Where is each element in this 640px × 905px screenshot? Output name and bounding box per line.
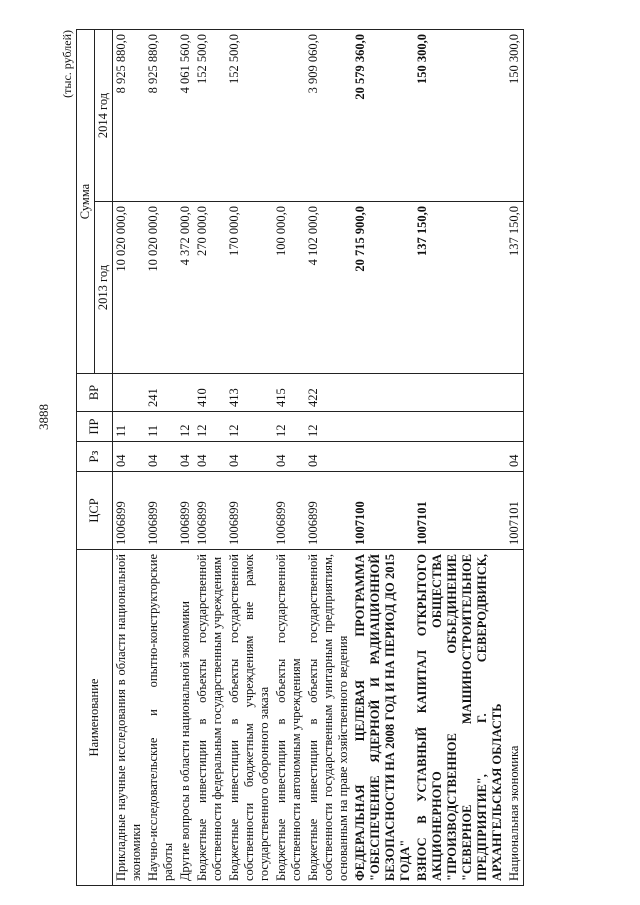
cell-y2014 bbox=[273, 30, 305, 202]
cell-vr: 241 bbox=[145, 374, 177, 412]
cell-rz bbox=[414, 442, 506, 472]
cell-csr: 1007101 bbox=[506, 472, 524, 550]
cell-csr: 1006899 bbox=[226, 472, 273, 550]
cell-vr bbox=[506, 374, 524, 412]
cell-vr: 422 bbox=[305, 374, 352, 412]
cell-name: Бюджетные инвестиции в объекты государственной собственности федеральным государственным учреждениям bbox=[194, 550, 226, 886]
header-2014: 2014 год bbox=[95, 30, 113, 202]
cell-name: ФЕДЕРАЛЬНАЯ ЦЕЛЕВАЯ ПРОГРАММА "ОБЕСПЕЧЕНИЕ ЯДЕРНОЙ И РАДИАЦИОННОЙ БЕЗОПАСНОСТИ НА 2008 ГОД И НА ПЕРИОД ДО 2015 ГОДА" bbox=[352, 550, 414, 886]
cell-pr: 11 bbox=[145, 412, 177, 442]
table-row bbox=[506, 30, 524, 886]
cell-name: Бюджетные инвестиции в объекты государственной собственности государственным унитарным предприятиям, основанным на праве хозяйственного ведения bbox=[305, 550, 352, 886]
table-body bbox=[113, 30, 524, 886]
cell-csr: 1006899 bbox=[305, 472, 352, 550]
cell-y2014: 20 579 360,0 bbox=[352, 30, 414, 202]
rotated-page bbox=[60, 30, 560, 886]
cell-y2013: 20 715 900,0 bbox=[352, 202, 414, 374]
cell-csr: 1007100 bbox=[352, 472, 414, 550]
page-number: 3888 bbox=[36, 404, 51, 430]
cell-pr: 12 bbox=[226, 412, 273, 442]
cell-name: Национальная экономика bbox=[506, 550, 524, 886]
cell-rz: 04 bbox=[305, 442, 352, 472]
cell-y2013: 10 020 000,0 bbox=[113, 202, 146, 374]
cell-vr bbox=[177, 374, 194, 412]
table-row bbox=[113, 30, 146, 886]
cell-y2014: 152 500,0 bbox=[194, 30, 226, 202]
cell-y2013: 100 000,0 bbox=[273, 202, 305, 374]
header-pr: ПР bbox=[77, 412, 113, 442]
cell-name: Бюджетные инвестиции в объекты государственной собственности бюджетным учреждениям вне рамок государственного оборонного заказа bbox=[226, 550, 273, 886]
cell-name: Научно-исследовательские и опытно-конструкторские работы bbox=[145, 550, 177, 886]
cell-vr: 413 bbox=[226, 374, 273, 412]
cell-name: ВЗНОС В УСТАВНЫЙ КАПИТАЛ ОТКРЫТОГО АКЦИОНЕРНОГО ОБЩЕСТВА "ПРОИЗВОДСТВЕННОЕ ОБЪЕДИНЕНИЕ "СЕВЕРНОЕ МАШИНОСТРОИТЕЛЬНОЕ ПРЕДПРИЯТИЕ", Г. СЕВЕРОДВИНСК, АРХАНГЕЛЬСКАЯ ОБЛАСТЬ bbox=[414, 550, 506, 886]
cell-y2013: 10 020 000,0 bbox=[145, 202, 177, 374]
cell-csr: 1006899 bbox=[194, 472, 226, 550]
cell-rz: 04 bbox=[145, 442, 177, 472]
table-row bbox=[273, 30, 305, 886]
units-note: (тыс. рублей) bbox=[60, 30, 74, 98]
header-sum: Сумма bbox=[77, 30, 95, 374]
cell-rz: 04 bbox=[194, 442, 226, 472]
header-vr: ВР bbox=[77, 374, 113, 412]
cell-y2014: 150 300,0 bbox=[506, 30, 524, 202]
cell-vr: 415 bbox=[273, 374, 305, 412]
cell-rz: 04 bbox=[273, 442, 305, 472]
cell-y2014: 4 061 560,0 bbox=[177, 30, 194, 202]
table-row bbox=[194, 30, 226, 886]
cell-y2013: 137 150,0 bbox=[506, 202, 524, 374]
table-row bbox=[414, 30, 506, 886]
table-row bbox=[177, 30, 194, 886]
cell-y2014: 150 300,0 bbox=[414, 30, 506, 202]
header-2013: 2013 год bbox=[95, 202, 113, 374]
cell-rz: 04 bbox=[506, 442, 524, 472]
cell-y2013: 137 150,0 bbox=[414, 202, 506, 374]
cell-vr bbox=[113, 374, 146, 412]
header-name: Наименование bbox=[77, 550, 113, 886]
budget-table bbox=[76, 29, 524, 886]
cell-y2014: 8 925 880,0 bbox=[113, 30, 146, 202]
cell-y2014: 8 925 880,0 bbox=[145, 30, 177, 202]
cell-csr: 1006899 bbox=[145, 472, 177, 550]
cell-vr bbox=[414, 374, 506, 412]
cell-y2013: 270 000,0 bbox=[194, 202, 226, 374]
cell-y2013: 170 000,0 bbox=[226, 202, 273, 374]
cell-vr bbox=[352, 374, 414, 412]
cell-name: Бюджетные инвестиции в объекты государственной собственности автономным учреждениям bbox=[273, 550, 305, 886]
cell-csr: 1007101 bbox=[414, 472, 506, 550]
cell-name: Другие вопросы в области национальной экономики bbox=[177, 550, 194, 886]
cell-y2013: 4 102 000,0 bbox=[305, 202, 352, 374]
cell-rz: 04 bbox=[226, 442, 273, 472]
table-row bbox=[305, 30, 352, 886]
cell-pr bbox=[414, 412, 506, 442]
cell-rz: 04 bbox=[113, 442, 146, 472]
cell-rz: 04 bbox=[177, 442, 194, 472]
cell-rz bbox=[352, 442, 414, 472]
cell-pr: 11 bbox=[113, 412, 146, 442]
cell-name: Прикладные научные исследования в области национальной экономики bbox=[113, 550, 146, 886]
cell-y2013: 4 372 000,0 bbox=[177, 202, 194, 374]
cell-y2014: 3 909 060,0 bbox=[305, 30, 352, 202]
cell-pr bbox=[506, 412, 524, 442]
header-rz: Рз bbox=[77, 442, 113, 472]
cell-pr: 12 bbox=[305, 412, 352, 442]
cell-pr: 12 bbox=[177, 412, 194, 442]
cell-pr: 12 bbox=[194, 412, 226, 442]
table-row bbox=[145, 30, 177, 886]
cell-csr: 1006899 bbox=[273, 472, 305, 550]
cell-vr: 410 bbox=[194, 374, 226, 412]
cell-csr: 1006899 bbox=[113, 472, 146, 550]
cell-csr: 1006899 bbox=[177, 472, 194, 550]
table-row bbox=[352, 30, 414, 886]
cell-pr: 12 bbox=[273, 412, 305, 442]
cell-pr bbox=[352, 412, 414, 442]
header-csr: ЦСР bbox=[77, 472, 113, 550]
table-row bbox=[226, 30, 273, 886]
cell-y2014: 152 500,0 bbox=[226, 30, 273, 202]
